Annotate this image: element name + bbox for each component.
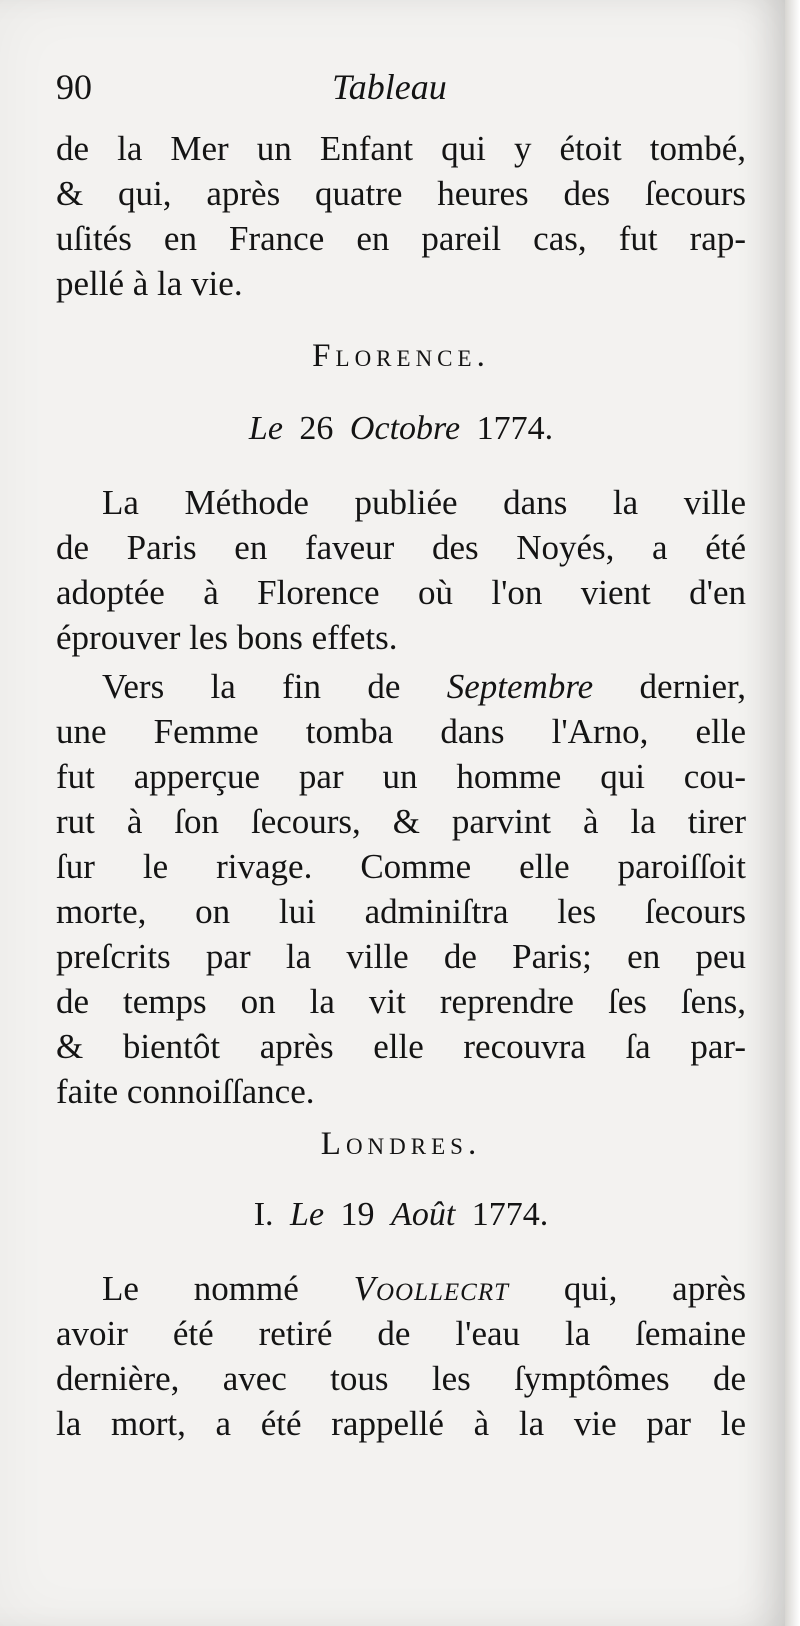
date-day: 19	[340, 1196, 375, 1233]
text-line: & bientôt après elle recouvra ſa par-	[56, 1027, 746, 1066]
running-title: Tableau	[332, 67, 447, 107]
date-day: 26	[299, 410, 334, 447]
text-line: de Paris en faveur des Noyés, a été	[56, 528, 746, 567]
date-month: Août	[391, 1196, 456, 1233]
text-line: une Femme tomba dans l'Arno, elle	[56, 712, 746, 751]
text-line	[56, 1266, 746, 1311]
text-line: preſcrits par la ville de Paris; en peu	[56, 937, 746, 976]
text-line: adoptée à Florence où l'on vient d'en	[56, 573, 746, 612]
text-line: pellé à la vie.	[56, 264, 243, 303]
paragraph-2	[56, 480, 746, 660]
person-name: Voollecrt	[353, 1269, 509, 1308]
page-header	[56, 66, 746, 116]
text-line: morte, on lui adminiſtra les ſecours	[56, 892, 746, 931]
text-line: ſur le rivage. Comme elle paroiſſoit	[56, 847, 746, 886]
text-line: dernière, avec tous les ſymptômes de	[56, 1359, 746, 1398]
month-italic: Septembre	[446, 667, 594, 706]
text-line	[56, 664, 746, 709]
date-prefix: Le	[248, 410, 283, 447]
text-line: rut à ſon ſecours, & parvint à la tirer	[56, 802, 746, 841]
paragraph-1	[56, 126, 746, 306]
date-prefix: Le	[290, 1196, 325, 1233]
date-numeral: I.	[253, 1196, 274, 1233]
date-year: 1774.	[471, 1196, 549, 1233]
text-line: de la Mer un Enfant qui y étoit tombé,	[56, 129, 746, 168]
text-line: éprouver les bons effets.	[56, 618, 398, 657]
section-heading-florence: Florence.	[312, 338, 490, 374]
text-run: Vers la fin de	[102, 667, 401, 706]
text-line: avoir été retiré de l'eau la ſemaine	[56, 1314, 746, 1353]
text-line: de temps on la vit reprendre ſes ſens,	[56, 982, 746, 1021]
paragraph-4	[56, 1266, 746, 1446]
page-number: 90	[56, 67, 92, 107]
text-run: Le nommé	[102, 1269, 299, 1308]
text-line: faite connoiſſance.	[56, 1072, 315, 1111]
date-year: 1774.	[476, 410, 554, 447]
text-line: uſités en France en pareil cas, fut rap-	[56, 219, 746, 258]
paragraph-3	[56, 664, 746, 1114]
date-month: Octobre	[349, 410, 461, 447]
section-heading-londres: Londres.	[320, 1126, 482, 1162]
text-line: fut apperçue par un homme qui cou-	[56, 757, 746, 796]
text-line: La Méthode publiée dans la ville	[102, 483, 746, 522]
text-run: qui, après	[563, 1269, 746, 1308]
text-run: dernier,	[639, 667, 746, 706]
page-edge	[785, 0, 800, 1626]
dateline-londres	[56, 1196, 746, 1234]
text-line: la mort, a été rappellé à la vie par le	[56, 1404, 746, 1443]
dateline-florence	[56, 410, 746, 448]
text-line: & qui, après quatre heures des ſecours	[56, 174, 746, 213]
